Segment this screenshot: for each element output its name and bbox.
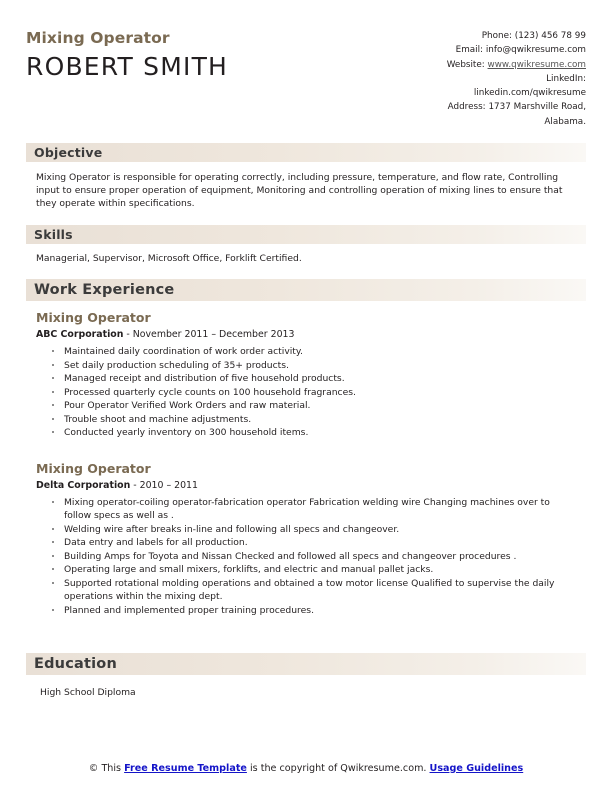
contact-address — [447, 100, 586, 114]
section-header-objective — [26, 143, 586, 162]
list-item: Pour Operator Verified Work Orders and raw material. — [50, 399, 576, 412]
section-header-skills — [26, 225, 586, 244]
contact-email-value: info@qwikresume.com — [485, 45, 586, 56]
section-title-work-experience: Work Experience — [34, 282, 175, 299]
list-item: Welding wire after breaks in-line and following all specs and changeover. — [50, 523, 576, 536]
experience-meta — [36, 329, 576, 341]
contact-address-line2: Alabama. — [544, 116, 586, 127]
contact-email-label: Email: — [455, 45, 484, 56]
header-job-title: Mixing Operator — [26, 29, 170, 47]
experience-bullets — [36, 496, 576, 617]
experience-separator: - — [130, 479, 140, 491]
list-item: Trouble shoot and machine adjustments. — [50, 413, 576, 426]
contact-linkedin-value: linkedin.com/qwikresume — [473, 88, 586, 98]
list-item: Data entry and labels for all production. — [50, 536, 576, 549]
section-title-skills: Skills — [34, 226, 73, 242]
section-header-work-experience — [26, 279, 586, 301]
experience-dates: November 2011 – December 2013 — [132, 328, 295, 340]
experience-bullets — [36, 345, 576, 439]
footer-link-free-resume-template[interactable]: Free Resume Template — [124, 762, 247, 774]
list-item: Processed quarterly cycle counts on 100 household fragrances. — [50, 386, 576, 399]
experience-meta — [36, 480, 576, 492]
footer-prefix: This — [101, 762, 122, 774]
list-item: Managed receipt and distribution of five household products. — [50, 372, 576, 385]
section-header-education — [26, 653, 586, 675]
experience-role: Mixing Operator — [36, 461, 151, 477]
section-body-objective: Mixing Operator is responsible for operating correctly, including pressure, temperature, and flow rate, Controlling input to ensure proper operation of equipment, Monitoring and controlling operation of mixing lines to ensure that they operate within specifications. — [36, 171, 563, 210]
list-item: Operating large and small mixers, forklifts, and electric and manual pallet jacks. — [50, 563, 576, 576]
experience-company: Delta Corporation — [36, 479, 131, 491]
section-title-education: Education — [34, 655, 117, 672]
resume-header — [26, 0, 586, 129]
contact-linkedin-label: LinkedIn: — [546, 73, 586, 84]
contact-email — [447, 43, 586, 57]
experience-role: Mixing Operator — [36, 310, 151, 326]
contact-website-label: Website: — [446, 59, 485, 70]
page-title: ROBERT SMITH — [26, 52, 229, 82]
experience-company: ABC Corporation — [36, 328, 124, 340]
list-item: Planned and implemented proper training procedures. — [50, 604, 576, 617]
list-item: Maintained daily coordination of work order activity. — [50, 345, 576, 358]
experience-separator: - — [123, 328, 133, 340]
list-item: Mixing operator-coiling operator-fabrication operator Fabrication welding wire Changing machines over to follow specs as well as . — [50, 496, 576, 522]
contact-block — [447, 26, 586, 129]
list-item: Building Amps for Toyota and Nissan Checked and followed all specs and changeover procedures . — [50, 550, 576, 563]
identity-block — [26, 26, 228, 82]
footer-middle-text: is the copyright of Qwikresume.com. — [249, 762, 427, 774]
list-item: Conducted yearly inventory on 300 household items. — [50, 426, 576, 439]
contact-website — [447, 58, 586, 72]
experience-entry — [26, 301, 586, 439]
list-item: Supported rotational molding operations and obtained a tow motor license Qualified to supervise the daily operations within the mixing dept. — [50, 577, 576, 603]
contact-phone-value: (123) 456 78 99 — [514, 31, 586, 41]
contact-phone-label: Phone: — [481, 31, 512, 41]
contact-website-link[interactable]: www.qwikresume.com — [487, 59, 586, 70]
footer-copyright-symbol: © — [88, 762, 99, 774]
section-body-education: High School Diploma — [40, 686, 136, 698]
contact-phone — [447, 29, 586, 43]
contact-address-label: Address: — [447, 102, 486, 113]
list-item: Set daily production scheduling of 35+ products. — [50, 359, 576, 372]
experience-dates: 2010 – 2011 — [139, 479, 198, 491]
footer-link-usage-guidelines[interactable]: Usage Guidelines — [429, 762, 524, 774]
section-body-skills: Managerial, Supervisor, Microsoft Office, Forklift Certified. — [36, 252, 302, 264]
section-title-objective: Objective — [34, 144, 103, 160]
contact-address-line1: 1737 Marshville Road, — [488, 102, 586, 113]
page-footer — [0, 762, 612, 776]
experience-entry — [26, 440, 586, 617]
